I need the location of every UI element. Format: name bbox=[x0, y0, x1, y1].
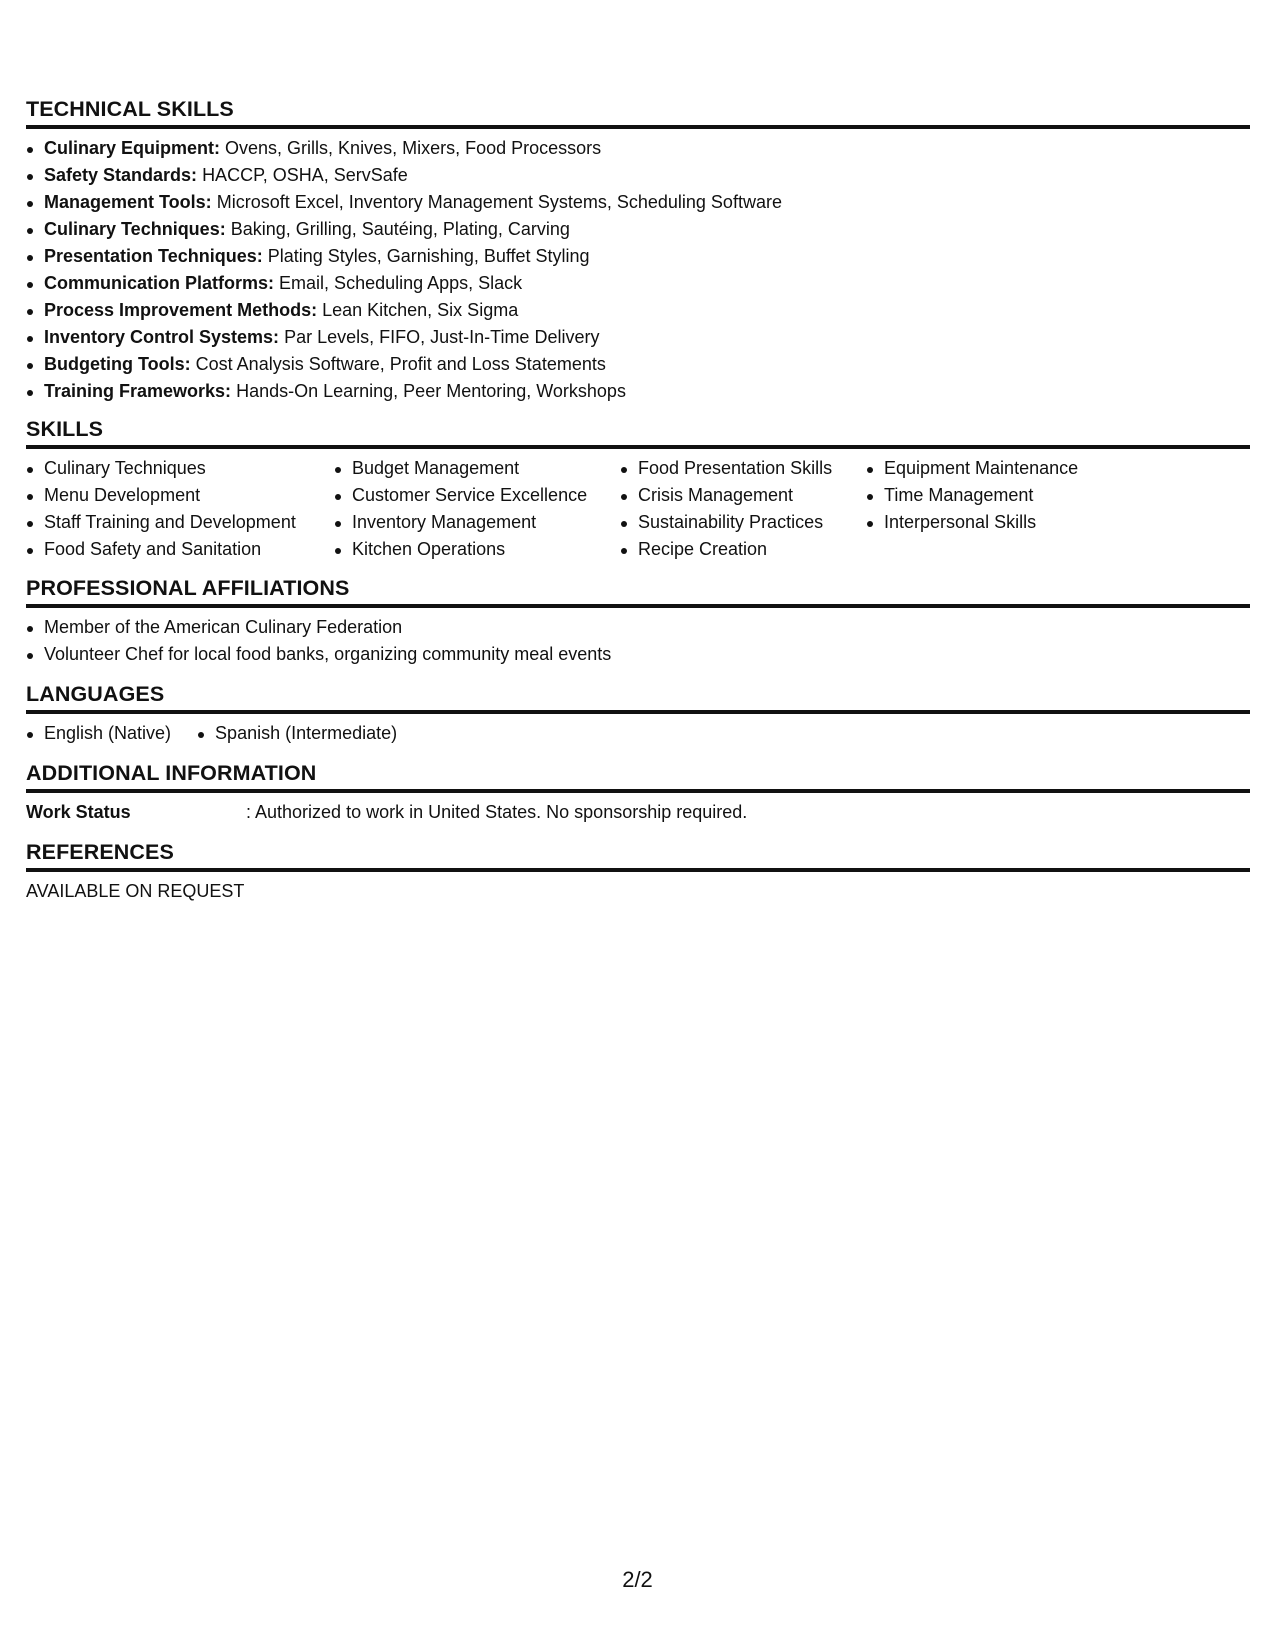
skills-column-3 bbox=[620, 455, 866, 563]
skill-item: Customer Service Excellence bbox=[334, 482, 620, 509]
skills-column-1 bbox=[26, 455, 334, 563]
additional-info-section bbox=[26, 760, 1250, 826]
languages-list bbox=[26, 720, 423, 747]
technical-skill-item bbox=[26, 243, 1250, 270]
technical-skill-item bbox=[26, 324, 1250, 351]
technical-skill-value: Ovens, Grills, Knives, Mixers, Food Processors bbox=[225, 138, 602, 158]
technical-skill-item bbox=[26, 378, 1250, 405]
technical-skill-label: Budgeting Tools: bbox=[44, 354, 191, 374]
section-title-affiliations: PROFESSIONAL AFFILIATIONS bbox=[26, 575, 1250, 608]
skill-item: Crisis Management bbox=[620, 482, 866, 509]
affiliation-item: Member of the American Culinary Federation bbox=[26, 614, 1250, 641]
skills-column-2 bbox=[334, 455, 620, 563]
technical-skill-label: Communication Platforms: bbox=[44, 273, 275, 293]
technical-skill-item bbox=[26, 189, 1250, 216]
languages-row bbox=[26, 720, 1250, 747]
technical-skill-value: Plating Styles, Garnishing, Buffet Styling bbox=[267, 246, 590, 266]
skill-item: Food Presentation Skills bbox=[620, 455, 866, 482]
skill-item: Recipe Creation bbox=[620, 536, 866, 563]
technical-skill-item bbox=[26, 270, 1250, 297]
section-title-references: REFERENCES bbox=[26, 839, 1250, 872]
affiliations-section bbox=[26, 575, 1250, 668]
skill-item: Time Management bbox=[866, 482, 1126, 509]
technical-skill-value: Par Levels, FIFO, Just-In-Time Delivery bbox=[284, 327, 600, 347]
technical-skill-item bbox=[26, 135, 1250, 162]
technical-skill-value: Cost Analysis Software, Profit and Loss Statements bbox=[195, 354, 606, 374]
skill-item: Food Safety and Sanitation bbox=[26, 536, 334, 563]
technical-skill-label: Culinary Techniques: bbox=[44, 219, 226, 239]
skill-item: Culinary Techniques bbox=[26, 455, 334, 482]
technical-skill-item bbox=[26, 351, 1250, 378]
affiliations-list bbox=[26, 614, 1250, 668]
technical-skills-list bbox=[26, 135, 1250, 405]
technical-skill-value: HACCP, OSHA, ServSafe bbox=[202, 165, 408, 185]
technical-skill-item bbox=[26, 216, 1250, 243]
references-section bbox=[26, 839, 1250, 905]
technical-skill-value: Microsoft Excel, Inventory Management Systems, Scheduling Software bbox=[216, 192, 782, 212]
language-item: Spanish (Intermediate) bbox=[197, 720, 397, 747]
work-status-label: Work Status bbox=[26, 802, 131, 822]
skill-item: Menu Development bbox=[26, 482, 334, 509]
affiliation-item: Volunteer Chef for local food banks, organizing community meal events bbox=[26, 641, 1250, 668]
section-title-languages: LANGUAGES bbox=[26, 681, 1250, 714]
technical-skill-label: Safety Standards: bbox=[44, 165, 198, 185]
skill-item: Inventory Management bbox=[334, 509, 620, 536]
skills-section bbox=[26, 416, 1250, 563]
work-status-value: : Authorized to work in United States. No sponsorship required. bbox=[246, 802, 748, 822]
technical-skill-label: Management Tools: bbox=[44, 192, 212, 212]
technical-skill-item bbox=[26, 297, 1250, 324]
technical-skill-value: Hands-On Learning, Peer Mentoring, Workshops bbox=[236, 381, 626, 401]
section-title-technical-skills: TECHNICAL SKILLS bbox=[26, 96, 1250, 129]
language-item: English (Native) bbox=[26, 720, 171, 747]
section-title-additional-info: ADDITIONAL INFORMATION bbox=[26, 760, 1250, 793]
languages-section bbox=[26, 681, 1250, 747]
technical-skill-item bbox=[26, 162, 1250, 189]
section-title-skills: SKILLS bbox=[26, 416, 1250, 449]
page-number: 2/2 bbox=[622, 1567, 653, 1592]
skill-item: Kitchen Operations bbox=[334, 536, 620, 563]
skills-column-4 bbox=[866, 455, 1126, 563]
skills-grid bbox=[26, 455, 1250, 563]
technical-skill-value: Baking, Grilling, Sautéing, Plating, Carving bbox=[230, 219, 570, 239]
technical-skill-value: Lean Kitchen, Six Sigma bbox=[322, 300, 519, 320]
technical-skill-label: Inventory Control Systems: bbox=[44, 327, 280, 347]
skill-item: Equipment Maintenance bbox=[866, 455, 1126, 482]
technical-skill-label: Presentation Techniques: bbox=[44, 246, 263, 266]
skill-item: Sustainability Practices bbox=[620, 509, 866, 536]
technical-skill-value: Email, Scheduling Apps, Slack bbox=[279, 273, 523, 293]
skill-item: Budget Management bbox=[334, 455, 620, 482]
skill-item: Staff Training and Development bbox=[26, 509, 334, 536]
skill-item: Interpersonal Skills bbox=[866, 509, 1126, 536]
technical-skills-section bbox=[26, 96, 1250, 405]
technical-skill-label: Training Frameworks: bbox=[44, 381, 232, 401]
work-status-row bbox=[26, 799, 1250, 826]
technical-skill-label: Process Improvement Methods: bbox=[44, 300, 318, 320]
references-text: AVAILABLE ON REQUEST bbox=[26, 881, 245, 901]
resume-page bbox=[26, 96, 1250, 905]
technical-skill-label: Culinary Equipment: bbox=[44, 138, 221, 158]
